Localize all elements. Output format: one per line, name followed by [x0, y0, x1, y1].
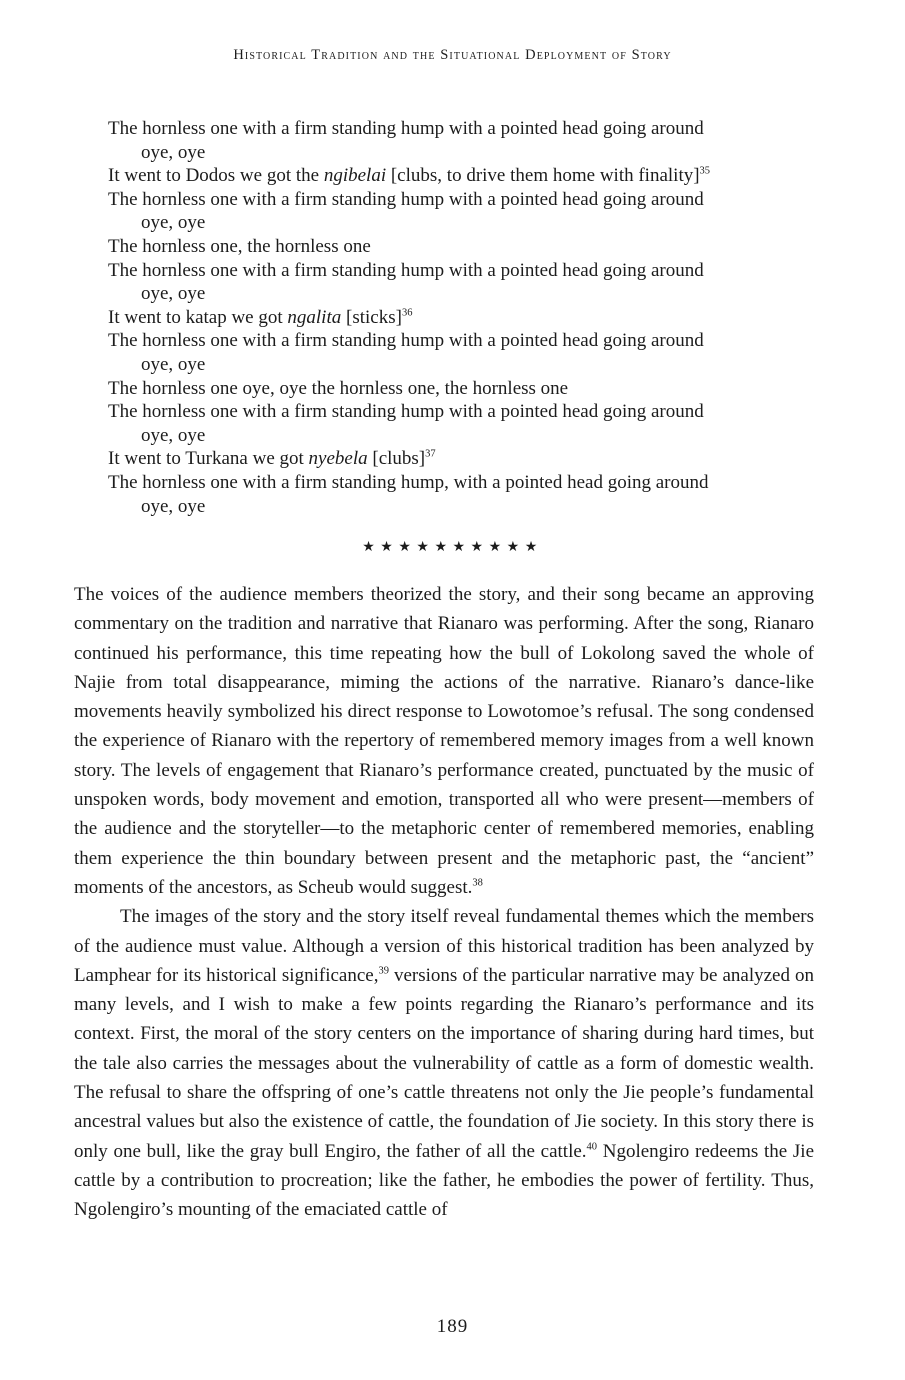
- verse-line: The hornless one oye, oye the hornless one, the hornless one: [108, 377, 569, 399]
- footnote-ref: 37: [425, 448, 436, 460]
- footnote-ref: 40: [586, 1141, 598, 1153]
- footnote-ref: 36: [401, 307, 413, 319]
- footnote-ref: 38: [472, 877, 483, 889]
- verse-line: The hornless one with a firm standing hump with a pointed head going around oye, oye: [108, 188, 788, 235]
- verse-continuation: oye, oye: [141, 424, 206, 446]
- verse-line: It went to Dodos we got the ngibelai [clubs, to drive them home with finality]$^{35}$: [108, 165, 711, 187]
- verse-continuation: oye, oye: [141, 212, 206, 234]
- verse-line: The hornless one with a firm standing hump with a pointed head going around oye, oye: [108, 117, 788, 164]
- verse-continuation: oye, oye: [141, 141, 206, 163]
- vernacular-term: nyebela: [308, 448, 368, 470]
- verse-line: The hornless one with a firm standing hump with a pointed head going around oye, oye: [108, 400, 788, 447]
- paragraph: The voices of the audience members theorized the story, and their song became an approving commentary on the tradition and narrative that Rianaro was performing. After the song, Rianaro continued his performance, this time repeating how the bull of Lokolong saved the whole of Najie from total disappearance, miming the actions of the narrative. Rianaro’s dance-like movements heavily symbolized his direct response to Lowotomoe’s refusal. The song condensed the experience of Rianaro with the repertory of remembered memory images from a well known story. The levels of engagement that Rianaro’s performance created, punctuated by the music of unspoken words, body movement and emotion, transported all who were present—members of the audience and the storyteller—to the metaphoric center of remembered memories, enabling them experience the thin boundary between present and the metaphoric past, the “ancient” moments of the ancestors, as Scheub would suggest.$^{38}$: [74, 584, 814, 898]
- section-separator: ★★★★★★★★★★: [362, 539, 543, 555]
- footnote-ref: 35: [699, 165, 711, 177]
- verse-line: It went to Turkana we got nyebela [clubs]$^{37}$: [108, 448, 436, 470]
- verse-continuation: oye, oye: [141, 283, 206, 305]
- verse-line: The hornless one with a firm standing hump, with a pointed head going around oye, oye: [108, 471, 788, 518]
- verse-continuation: oye, oye: [141, 495, 206, 517]
- song-verse: [108, 117, 788, 518]
- verse-line: The hornless one with a firm standing hump with a pointed head going around oye, oye: [108, 329, 788, 376]
- vernacular-term: ngalita: [287, 306, 342, 328]
- verse-continuation: oye, oye: [141, 353, 206, 375]
- footnote-ref: 39: [378, 965, 389, 977]
- vernacular-term: ngibelai: [323, 165, 387, 187]
- verse-line: The hornless one, the hornless one: [108, 235, 371, 257]
- body-text: [74, 580, 814, 1225]
- verse-line: It went to katap we got ngalita [sticks]$^{36}$: [108, 306, 413, 328]
- paragraph: The images of the story and the story itself reveal fundamental themes which the members of the audience must value. Although a version of this historical tradition has been analyzed by Lamphear for its historical significance,$^{39}$ versions of the particular narrative may be analyzed on many levels, and I wish to make a few points regarding the Rianaro’s performance and its context. First, the moral of the story centers on the importance of sharing during hard times, but the tale also carries the messages about the vulnerability of cattle as a form of domestic wealth. The refusal to share the offspring of one’s cattle threatens not only the Jie people’s fundamental ancestral values but also the existence of cattle, the foundation of Jie society. In this story there is only one bull, like the gray bull Engiro, the father of all the cattle.$^{40}$ Ngolengiro redeems the Jie cattle by a contribution to procreation; like the father, he embodies the power of fertility. Thus, Ngolengiro’s mounting of the emaciated cattle of: [74, 906, 815, 1221]
- running-head: Historical Tradition and the Situational Deployment of Story: [233, 47, 672, 63]
- page-number: 189: [436, 1316, 469, 1337]
- verse-line: The hornless one with a firm standing hump with a pointed head going around oye, oye: [108, 259, 788, 306]
